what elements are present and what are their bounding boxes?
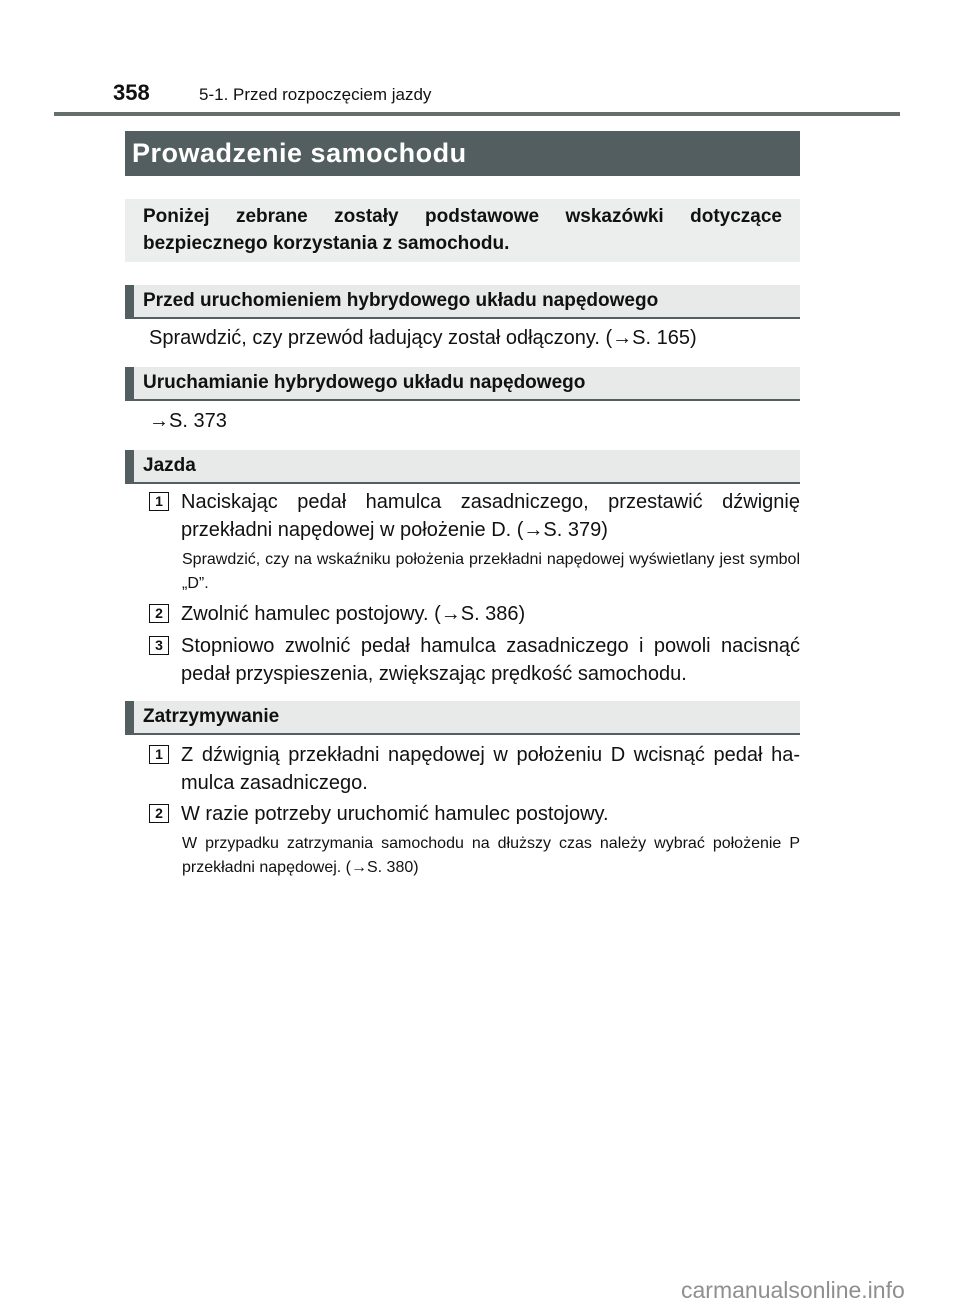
step-note: W przypadku zatrzymania samochodu na dłuższy czas należy wybrać położenie P przekładni napędowej. (→S. 380) <box>182 835 800 876</box>
section-heading: Przed uruchomieniem hybrydowego układu napędowego <box>125 285 800 319</box>
section-heading: Uruchamianie hybrydowego układu napędowego <box>125 367 800 401</box>
page-title: Prowadzenie samochodu <box>125 131 800 176</box>
step-text: Stopniowo zwolnić pedał hamulca zasadniczego i powoli nacisnąć pedał przyspieszenia, zwiększając prędkość samochodu. <box>181 635 800 685</box>
step-number: 3 <box>149 636 169 655</box>
step-number: 1 <box>149 492 169 511</box>
step <box>149 800 800 828</box>
intro-box: Poniżej zebrane zostały podstawowe wskazówki dotyczące bezpiecznego korzystania z samochodu. <box>125 199 800 262</box>
step <box>149 632 800 688</box>
chapter-title: 5-1. Przed rozpoczęciem jazdy <box>199 85 432 104</box>
step-text: Naciskając pedał hamulca zasadniczego, przestawić dźwignię przekładni napędowej w położenie D. (→S. 379) <box>181 491 800 541</box>
section-heading: Jazda <box>125 450 800 484</box>
watermark: carmanualsonline.info <box>681 1277 905 1303</box>
step-text: Z dźwignią przekładni napędowej w położeniu D wcisnąć pedał ha-mulca zasadniczego. <box>181 744 800 794</box>
step <box>149 600 800 628</box>
header-rule <box>54 112 900 116</box>
step-number: 1 <box>149 745 169 764</box>
step-text: Zwolnić hamulec postojowy. (→S. 386) <box>181 603 526 625</box>
step-number: 2 <box>149 604 169 623</box>
step-text: W razie potrzeby uruchomić hamulec postojowy. <box>181 803 609 825</box>
section-text: Sprawdzić, czy przewód ładujący został odłączony. (→S. 165) <box>149 327 697 349</box>
step-note: Sprawdzić, czy na wskaźniku położenia przekładni napędowej wyświetlany jest symbol „D”. <box>182 551 800 592</box>
section-text: →S. 373 <box>149 410 227 432</box>
section-heading: Zatrzymywanie <box>125 701 800 735</box>
step <box>149 741 800 797</box>
step <box>149 488 800 544</box>
page-number: 358 <box>113 80 150 105</box>
step-number: 2 <box>149 804 169 823</box>
